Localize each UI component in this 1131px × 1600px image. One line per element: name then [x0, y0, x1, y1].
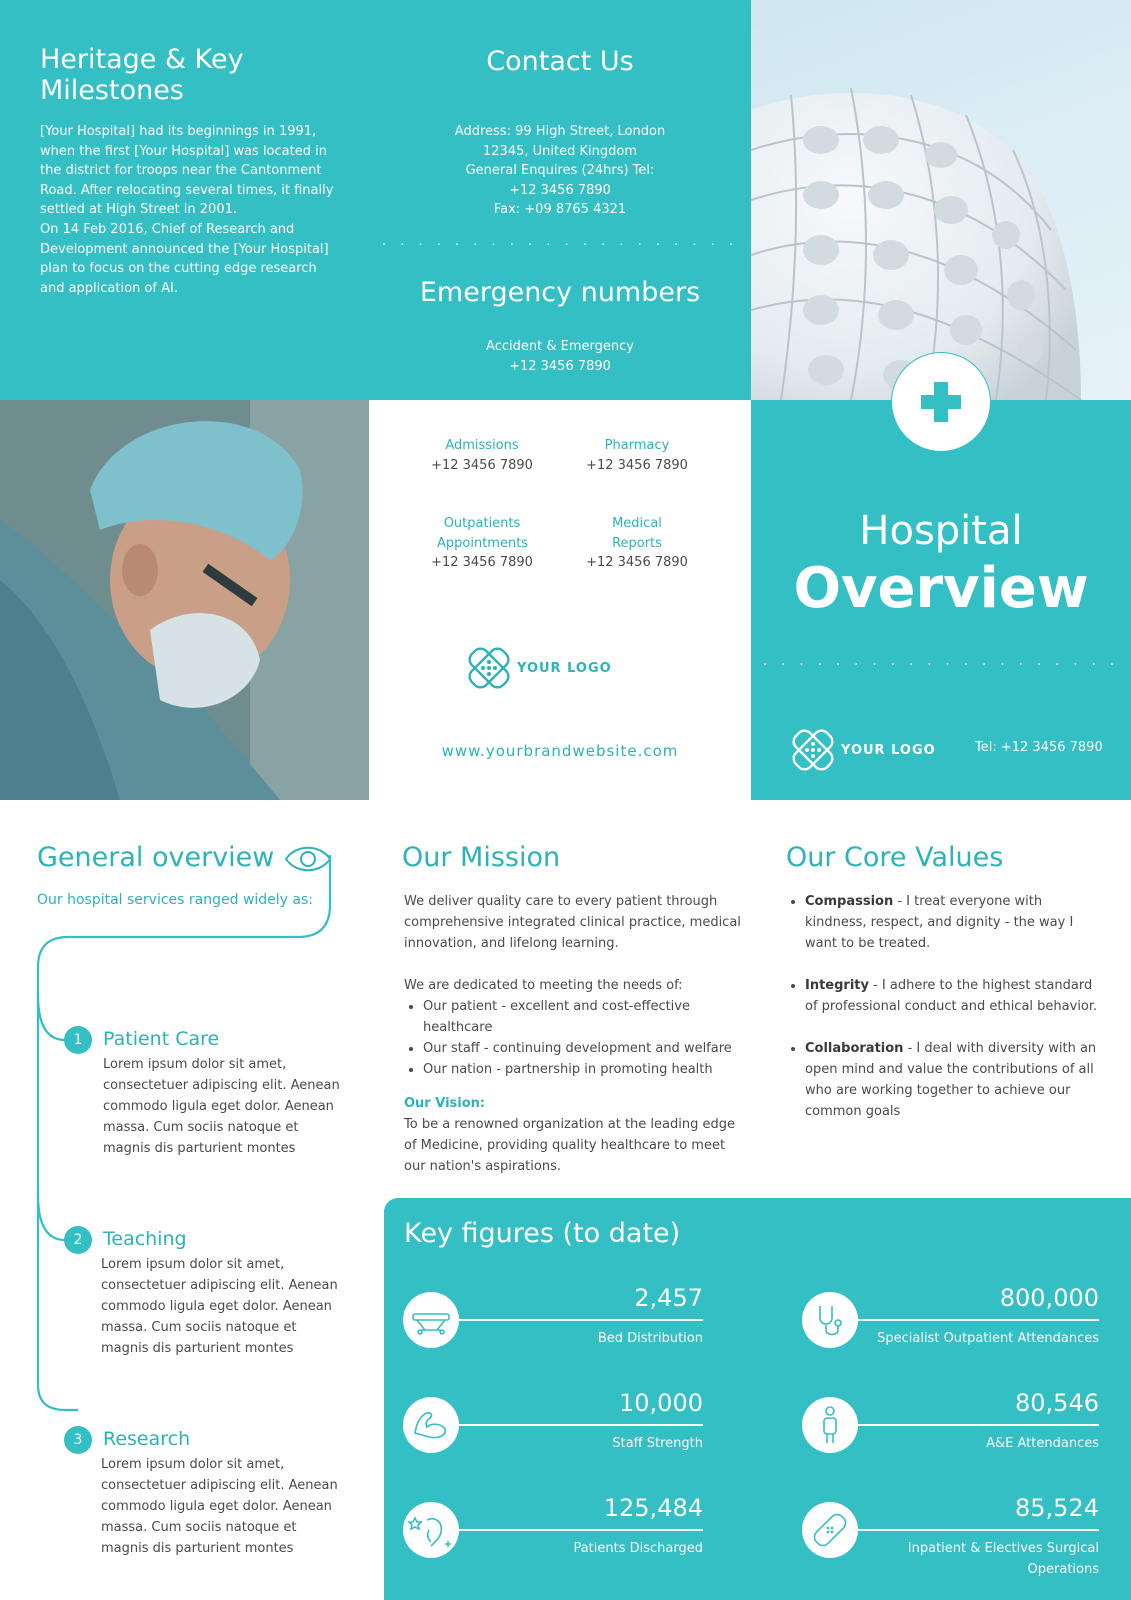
bandage-icon — [802, 1502, 858, 1558]
phone-label: Medical Reports — [612, 516, 662, 551]
cover-logo — [789, 726, 936, 774]
core-value-term: Compassion — [805, 894, 894, 909]
vision-label: Our Vision: — [404, 1096, 486, 1111]
mission-title: Our Mission — [402, 842, 561, 873]
contact-address-line-1: Address: 99 High Street, London — [454, 124, 666, 139]
contact-phone[interactable]: +12 3456 7890 — [509, 182, 611, 198]
core-value-text: - I adhere to the highest standard of professional conduct and ethical behavior. — [805, 978, 1098, 1014]
logo-bandage-icon — [465, 644, 513, 692]
mission-bullet: • Our staff - continuing development and welfare — [423, 1038, 744, 1059]
core-value-term: Integrity — [805, 978, 869, 993]
phone-label: Pharmacy — [604, 438, 670, 453]
person-icon — [802, 1397, 858, 1453]
logo-bandage-icon — [789, 726, 837, 774]
key-figure-value: 80,546 — [1015, 1389, 1099, 1417]
divider-dots: · · · · · · · · · · · · · · · · · · · · — [381, 238, 739, 253]
key-figure-icon-badge — [403, 1502, 459, 1558]
key-figure-value: 800,000 — [999, 1284, 1099, 1312]
key-figure-value: 85,524 — [1015, 1494, 1099, 1522]
mission-intro: We deliver quality care to every patient through comprehensive integrated clinical practice, medical innovation, and lifelong learning. — [404, 894, 741, 951]
cross-badge — [892, 353, 990, 451]
heritage-paragraph-1: [Your Hospital] had its beginnings in 1991, when the first [Your Hospital] was located in the district for troops near the Cantonment Road. After relocating several times, it finally settled at High Street in 2001. — [40, 124, 334, 218]
website-link[interactable]: www.yourbrandwebsite.com — [441, 742, 679, 760]
key-figure-icon-badge — [802, 1292, 858, 1348]
core-values-list — [786, 891, 1098, 1122]
key-figure-line — [858, 1424, 1099, 1426]
key-figure-icon-badge — [403, 1292, 459, 1348]
key-figure-label: Specialist Outpatient Attendances — [877, 1331, 1099, 1346]
service-description: Lorem ipsum dolor sit amet, consectetuer adipiscing elit. Aenean commodo ligula eget dolor. Aenean massa. Cum sociis natoque et magnis dis parturient montes — [103, 1057, 340, 1156]
mission-body — [404, 891, 744, 1177]
phone-medical-reports — [562, 514, 712, 573]
phone-outpatients — [407, 514, 557, 573]
dome-photo — [751, 0, 1131, 400]
emergency-details — [369, 337, 751, 376]
emergency-title: Emergency numbers — [419, 277, 701, 308]
service-title: Teaching — [103, 1228, 187, 1250]
mission-bullets — [404, 996, 744, 1080]
phone-number[interactable]: +12 3456 7890 — [431, 555, 533, 571]
key-figure-icon-badge — [403, 1397, 459, 1453]
bed-icon — [403, 1292, 459, 1348]
phone-number[interactable]: +12 3456 7890 — [431, 457, 533, 473]
key-figure-line — [459, 1319, 703, 1321]
emergency-label: Accident & Emergency — [486, 339, 634, 354]
cover-divider-dots: · · · · · · · · · · · · · · · · · · · · — [762, 658, 1120, 673]
key-figure-label: Bed Distribution — [597, 1331, 703, 1346]
emergency-phone[interactable]: +12 3456 7890 — [509, 358, 611, 374]
contact-fax: Fax: +09 8765 4321 — [493, 202, 627, 218]
key-figure-value: 125,484 — [603, 1494, 703, 1522]
core-value-item — [805, 975, 1098, 1017]
mission-dedicated: We are dedicated to meeting the needs of: — [404, 978, 683, 993]
contact-address-line-2: 12345, United Kingdom — [483, 143, 637, 159]
key-figure-icon-badge — [802, 1397, 858, 1453]
cover-tel[interactable]: Tel: +12 3456 7890 — [975, 740, 1103, 755]
key-figure-line — [459, 1529, 703, 1531]
cover-title-light: Hospital — [859, 508, 1023, 554]
key-figures-panel — [384, 1198, 1131, 1600]
key-figure-label: Inpatient & Electives Surgical Operations — [907, 1541, 1099, 1577]
heritage-paragraph-2: On 14 Feb 2016, Chief of Research and Development announced the [Your Hospital] plan to focus on the cutting edge research and application of AI. — [40, 221, 329, 296]
key-figure-line — [858, 1529, 1099, 1531]
cover-title-bold: Overview — [793, 556, 1089, 621]
key-figure-value: 2,457 — [634, 1284, 703, 1312]
core-value-item — [805, 1038, 1098, 1122]
logo-text: YOUR LOGO — [517, 660, 612, 676]
heritage-panel — [0, 0, 369, 400]
key-figure-icon-badge — [802, 1502, 858, 1558]
phone-admissions — [407, 436, 557, 475]
core-value-text: - I treat everyone with kindness, respect, and dignity - the way I want to be treated. — [805, 894, 1074, 951]
phone-number[interactable]: +12 3456 7890 — [586, 457, 688, 473]
key-figure-value: 10,000 — [619, 1389, 703, 1417]
service-title: Research — [103, 1428, 191, 1450]
patient-face-icon — [403, 1502, 459, 1558]
step-number: 1 — [64, 1026, 92, 1054]
service-title: Patient Care — [103, 1028, 220, 1050]
general-overview-subtitle: Our hospital services ranged widely as: — [37, 892, 314, 908]
brand-logo — [465, 644, 612, 692]
core-value-text: - I deal with diversity with an open mind and value the contributions of all who are working together to achieve our common goals — [805, 1041, 1097, 1119]
mission-bullet: • Our patient - excellent and cost-effective healthcare — [423, 996, 744, 1038]
heritage-title: Heritage & Key Milestones — [40, 44, 244, 106]
stethoscope-icon — [802, 1292, 858, 1348]
medical-cross-icon — [892, 353, 990, 451]
key-figure-line — [459, 1424, 703, 1426]
step-number: 3 — [64, 1426, 92, 1454]
heritage-text — [40, 122, 340, 298]
core-value-item — [805, 891, 1098, 954]
contact-enquiries-label: General Enquires (24hrs) Tel: — [465, 163, 655, 179]
department-phones — [369, 400, 751, 800]
key-figure-label: Staff Strength — [612, 1436, 703, 1451]
core-values-title: Our Core Values — [786, 842, 1004, 873]
surgeon-photo — [0, 400, 369, 800]
service-description: Lorem ipsum dolor sit amet, consectetuer adipiscing elit. Aenean commodo ligula eget dolor. Aenean massa. Cum sociis natoque et magnis dis parturient montes — [101, 1457, 338, 1556]
cover-logo-text: YOUR LOGO — [841, 742, 936, 758]
phone-label: Outpatients Appointments — [437, 516, 529, 551]
key-figure-label: Patients Discharged — [573, 1541, 703, 1556]
key-figure-label: A&E Attendances — [986, 1436, 1099, 1451]
key-figures-title: Key figures (to date) — [404, 1218, 681, 1249]
arm-muscle-icon — [403, 1397, 459, 1453]
core-value-term: Collaboration — [805, 1041, 904, 1056]
vision-text: To be a renowned organization at the leading edge of Medicine, providing quality healthcare to meet our nation's aspirations. — [404, 1117, 735, 1174]
service-description: Lorem ipsum dolor sit amet, consectetuer adipiscing elit. Aenean commodo ligula eget dolor. Aenean massa. Cum sociis natoque et magnis dis parturient montes — [101, 1257, 338, 1356]
phone-label: Admissions — [445, 438, 519, 453]
contact-details — [369, 122, 751, 220]
cover-panel — [751, 400, 1131, 800]
contact-panel — [369, 0, 751, 400]
contact-title: Contact Us — [486, 46, 634, 77]
phone-pharmacy — [562, 436, 712, 475]
phone-number[interactable]: +12 3456 7890 — [586, 555, 688, 571]
step-number: 2 — [64, 1226, 92, 1254]
mission-bullet: • Our nation - partnership in promoting health — [423, 1059, 744, 1080]
general-overview-title: General overview — [37, 842, 275, 873]
key-figure-line — [858, 1319, 1099, 1321]
